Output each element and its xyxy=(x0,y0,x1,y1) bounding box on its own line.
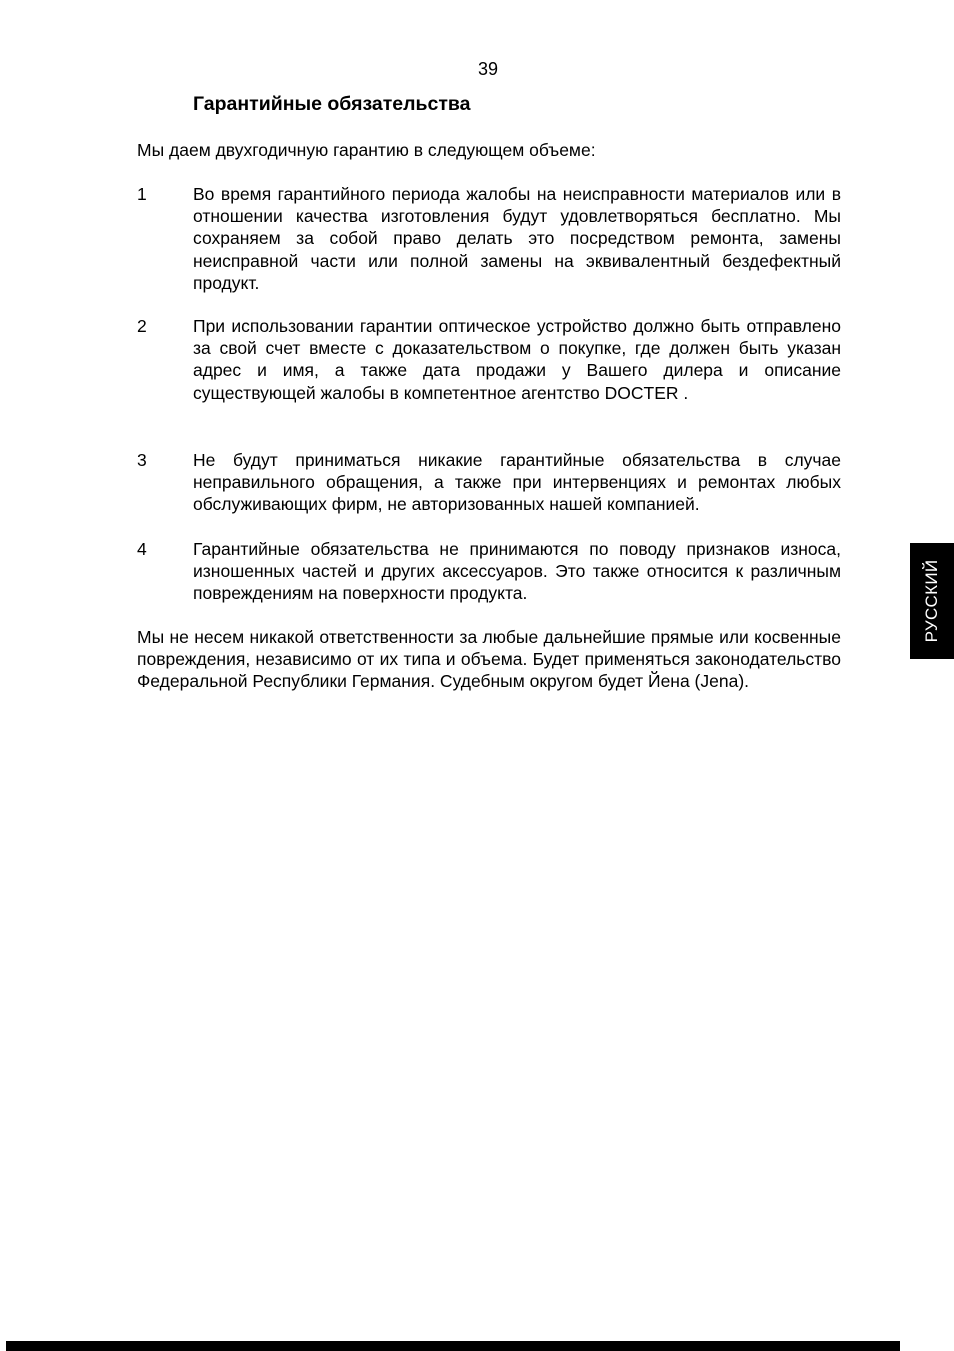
bottom-rule xyxy=(6,1341,900,1351)
item-text: При использовании гарантии оптическое устройство должно быть отправлено за свой счет вместе с доказательством о покупке, где должен быть указан адрес и имя, а также дата продажи у Вашего дилера и описание существующей жалобы в компетентное агентство DOCTER . xyxy=(193,316,841,403)
warranty-item-1 xyxy=(137,183,841,294)
language-tab xyxy=(910,543,954,659)
warranty-item-3 xyxy=(137,449,841,516)
item-text: Во время гарантийного периода жалобы на неисправности материалов или в отношении качества изготовления будут удовлетворяться бесплатно. Мы сохраняем за собой право делать это посредством ремонта, замены неисправной части или полной замены на эквивалентный бездефектный продукт. xyxy=(193,184,841,293)
page-title: Гарантийные обязательства xyxy=(193,93,471,115)
warranty-item-2 xyxy=(137,315,841,404)
item-number: 3 xyxy=(137,450,147,470)
page-number: 39 xyxy=(477,59,499,79)
closing-paragraph: Мы не несем никакой ответственности за любые дальнейшие прямые или косвенные повреждения, независимо от их типа и объема. Будет применяться законодательство Федеральной Республики Германия. Судебным округом будет Йена (Jena). xyxy=(137,627,841,692)
item-number: 4 xyxy=(137,539,147,559)
item-text: Не будут приниматься никакие гарантийные обязательства в случае неправильного обращения, а также при интервенциях и ремонтах любых обслуживающих фирм, не авторизованных нашей компанией. xyxy=(193,450,841,515)
item-number: 1 xyxy=(137,184,147,204)
item-number: 2 xyxy=(137,316,147,336)
language-tab-label: РУССКИЙ xyxy=(922,559,941,643)
warranty-item-4 xyxy=(137,538,841,605)
item-text: Гарантийные обязательства не принимаются по поводу признаков износа, изношенных частей и других аксессуаров. Это также относится к различным повреждениям на поверхности продукта. xyxy=(193,539,841,604)
intro-paragraph: Мы даем двухгодичную гарантию в следующем объеме: xyxy=(137,140,596,160)
